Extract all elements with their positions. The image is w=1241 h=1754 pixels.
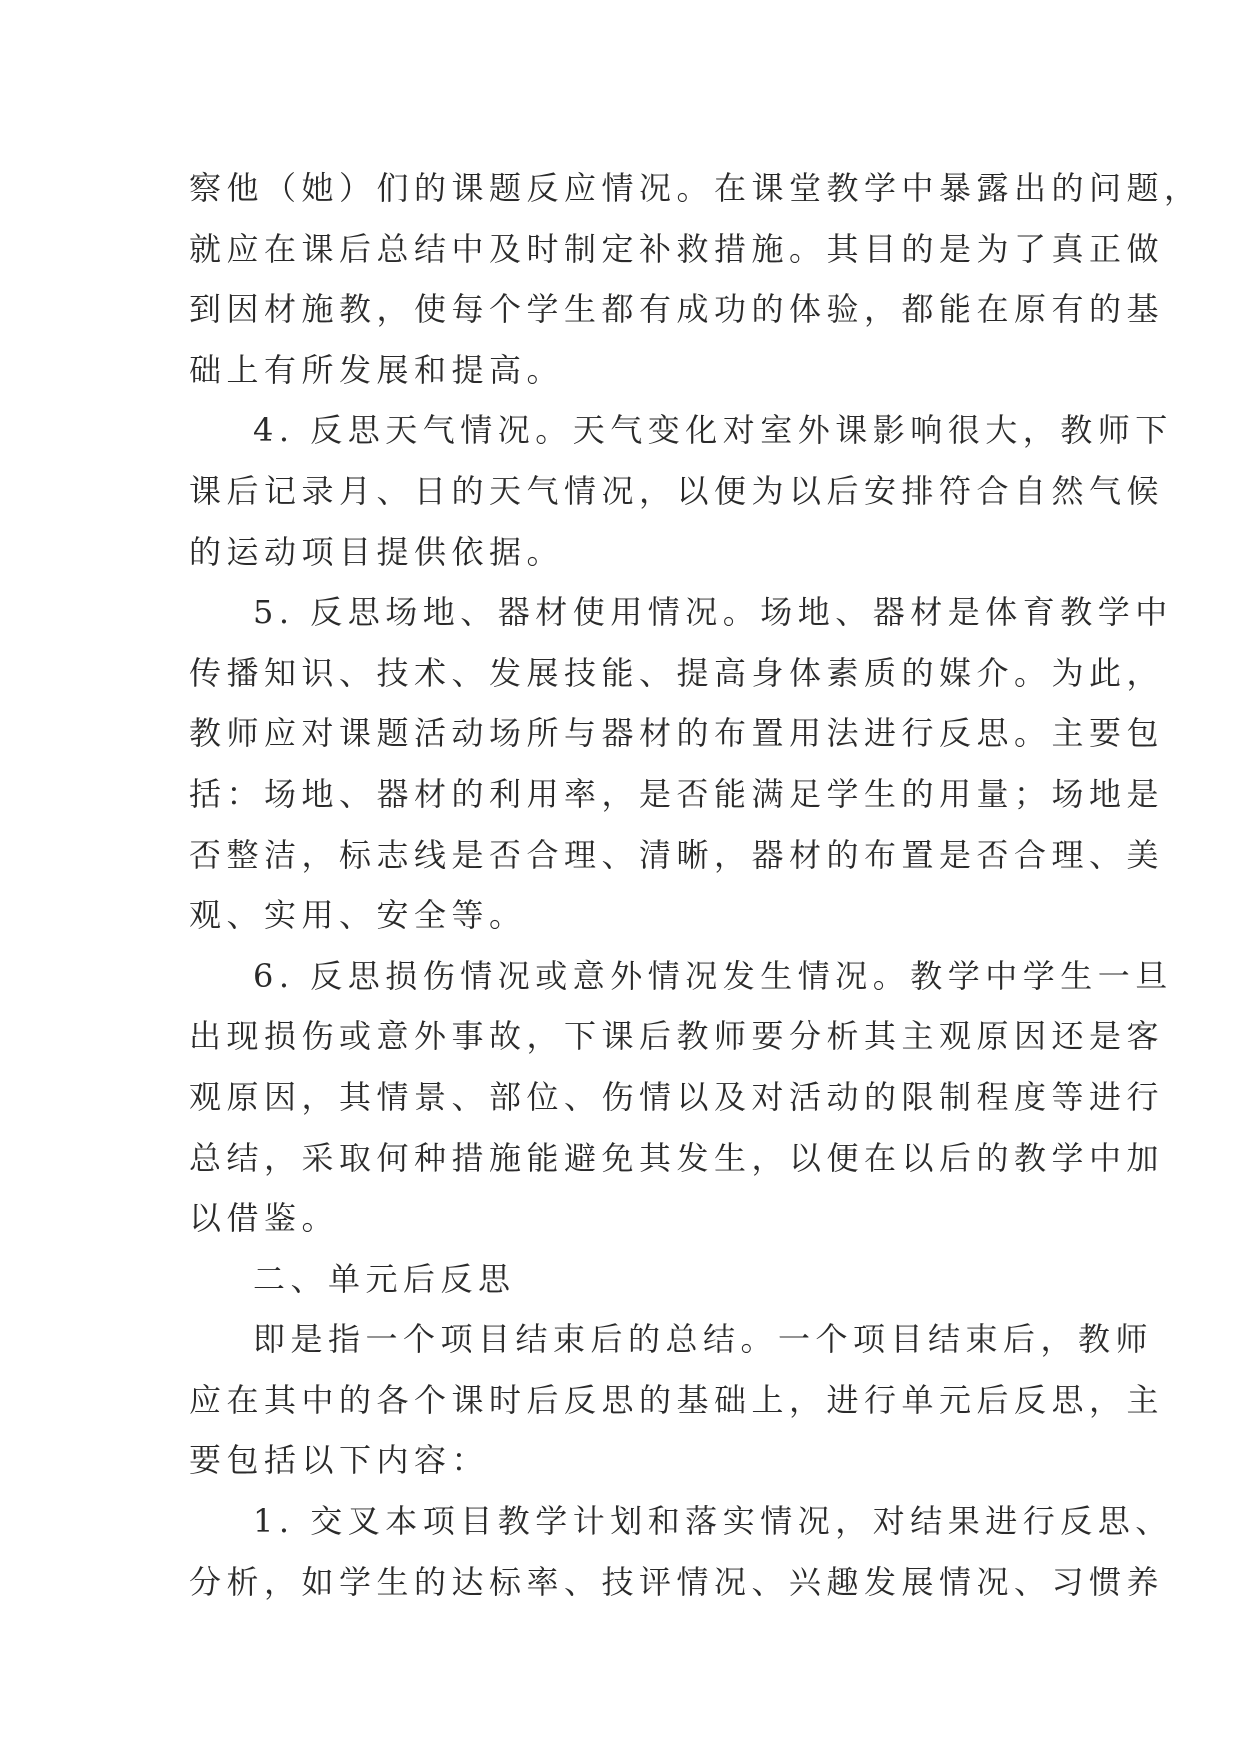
text-line: 6. 反思损伤情况或意外情况发生情况。教学中学生一旦 (253, 956, 1173, 995)
text-line: 4. 反思天气情况。天气变化对室外课影响很大，教师下 (253, 411, 1173, 450)
text-line: 察他（她）们的课题反应情况。在课堂教学中暴露出的问题， (189, 169, 1202, 207)
text-line: 的运动项目提供依据。 (189, 532, 565, 571)
text-line: 即是指一个项目结束后的总结。一个项目结束后，教师 (253, 1320, 1154, 1359)
text-line: 否整洁，标志线是否合理、清晰，器材的布置是否合理、美 (189, 835, 1165, 874)
text-line: 就应在课后总结中及时制定补救措施。其目的是为了真正做 (189, 229, 1165, 268)
text-line: 分析，如学生的达标率、技评情况、兴趣发展情况、习惯养 (189, 1562, 1165, 1601)
text-line: 括：场地、器材的利用率，是否能满足学生的用量；场地是 (189, 774, 1165, 813)
text-line: 观原因，其情景、部位、伤情以及对活动的限制程度等进行 (189, 1077, 1165, 1116)
text-line: 二、单元后反思 (253, 1259, 516, 1298)
text-line: 以借鉴。 (189, 1199, 340, 1238)
text-line: 1. 交叉本项目教学计划和落实情况，对结果进行反思、 (253, 1502, 1173, 1541)
text-line: 总结，采取何种措施能避免其发生，以便在以后的教学中加 (189, 1138, 1165, 1177)
text-line: 传播知识、技术、发展技能、提高身体素质的媒介。为此， (189, 653, 1165, 692)
text-line: 课后记录月、日的天气情况，以便为以后安排符合自然气候 (189, 471, 1165, 510)
text-line: 教师应对课题活动场所与器材的布置用法进行反思。主要包 (189, 714, 1165, 753)
text-line: 5. 反思场地、器材使用情况。场地、器材是体育教学中 (253, 593, 1173, 632)
text-line: 观、实用、安全等。 (189, 896, 527, 935)
body-text (189, 158, 1202, 1612)
text-line: 要包括以下内容： (189, 1441, 490, 1480)
text-line: 应在其中的各个课时后反思的基础上，进行单元后反思，主 (189, 1380, 1165, 1419)
text-line: 出现损伤或意外事故，下课后教师要分析其主观原因还是客 (189, 1017, 1165, 1056)
text-line: 础上有所发展和提高。 (189, 350, 565, 389)
text-line: 到因材施教，使每个学生都有成功的体验，都能在原有的基 (189, 290, 1165, 329)
